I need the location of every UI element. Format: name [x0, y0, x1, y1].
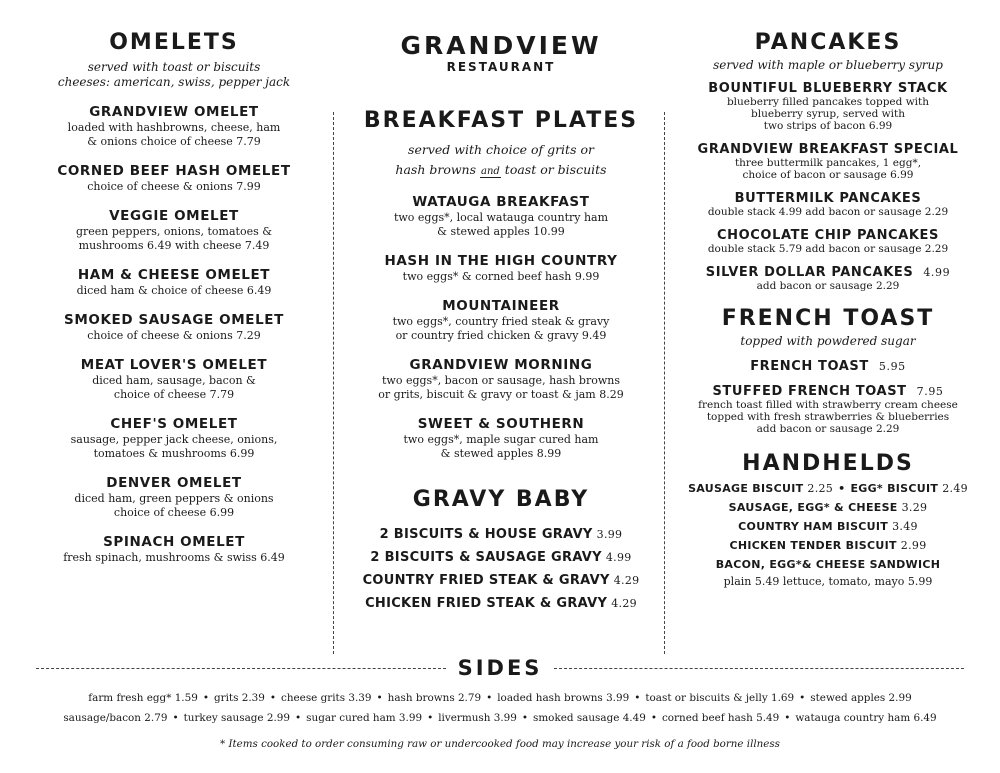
breakfast-subtitle-part: toast or biscuits [504, 162, 607, 177]
omelet-item-name [18, 208, 330, 225]
handheld-item-price: 2.49 [942, 482, 968, 495]
column-divider-left [333, 112, 334, 654]
column-divider-right [664, 112, 665, 654]
gravy-item-price: 4.99 [605, 551, 632, 564]
french-toast-item-name [672, 384, 984, 399]
breakfast-item-desc: two eggs*, country fried steak & gravy [392, 315, 610, 328]
breakfast-item-name [340, 357, 662, 374]
omelets-section [18, 30, 330, 565]
handheld-separator: • [838, 482, 846, 495]
handheld-item-name: COUNTRY HAM BISCUIT [738, 520, 889, 533]
sides-bullet: • [521, 712, 528, 724]
french-toast-item-name [672, 359, 984, 374]
gravy-item [340, 569, 662, 592]
omelet-item-name-text: VEGGIE OMELET [109, 208, 239, 224]
french-toast-item [672, 384, 984, 435]
sides-bullet: • [799, 692, 806, 704]
omelet-item-desc: diced ham, sausage, bacon & [92, 374, 256, 387]
gravy-item-price: 4.29 [613, 574, 640, 587]
breakfast-item-desc: two eggs*, local watauga country ham [393, 211, 609, 224]
pancake-item-name-text: GRANDVIEW BREAKFAST SPECIAL [697, 142, 959, 157]
breakfast-item-desc: & stewed apples 10.99 [437, 225, 565, 238]
omelet-item [18, 416, 330, 461]
side-item: grits 2.39 [213, 692, 265, 704]
breakfast-section [340, 108, 662, 461]
side-item: hash browns 2.79 [387, 692, 482, 704]
gravy-section [340, 487, 662, 615]
middle-column [340, 30, 662, 615]
sides-bullet: • [172, 712, 179, 724]
gravy-item-name: COUNTRY FRIED STEAK & GRAVY [362, 573, 610, 588]
breakfast-list [340, 194, 662, 461]
gravy-item [340, 592, 662, 615]
handheld-item-price: 3.49 [892, 520, 918, 533]
pancake-item-desc: choice of bacon or sausage 6.99 [742, 169, 914, 181]
handheld-row [672, 517, 984, 536]
omelets-cheeses: cheeses: american, swiss, pepper jack [57, 75, 291, 89]
french-toast-item-desc: french toast filled with strawberry cream cheese [698, 399, 958, 411]
handheld-item-price: 3.29 [901, 501, 928, 514]
side-item: watauga country ham 6.49 [795, 712, 937, 724]
gravy-title: GRAVY BABY [412, 487, 590, 512]
breakfast-item-desc: & stewed apples 8.99 [440, 447, 562, 460]
pancake-item-name [672, 142, 984, 157]
omelet-item-name-text: CORNED BEEF HASH OMELET [57, 163, 291, 179]
french-toast-section [672, 306, 984, 435]
omelet-item-name [18, 357, 330, 374]
omelet-item-name-text: MEAT LOVER'S OMELET [80, 357, 268, 373]
pancake-item-name [672, 228, 984, 243]
right-column [672, 30, 984, 589]
pancakes-list [672, 81, 984, 292]
french-toast-item-desc: topped with fresh strawberries & blueberries [706, 411, 950, 423]
pancake-item [672, 142, 984, 181]
omelet-item [18, 312, 330, 343]
pancake-item-name-text: BUTTERMILK PANCAKES [734, 191, 922, 206]
omelet-item-desc: fresh spinach, mushrooms & swiss 6.49 [63, 551, 285, 564]
pancake-item-desc: blueberry filled pancakes topped with [726, 96, 930, 108]
side-item: corned beef hash 5.49 [661, 712, 780, 724]
breakfast-item [340, 298, 662, 343]
breakfast-item-name-text: GRANDVIEW MORNING [409, 357, 593, 373]
handheld-row [672, 555, 984, 574]
pancake-item-name [672, 81, 984, 96]
sides-bullet: • [269, 692, 277, 704]
omelet-item [18, 163, 330, 194]
sides-bullet: • [202, 692, 209, 704]
omelet-item-name-text: GRANDVIEW OMELET [89, 104, 259, 120]
side-item: toast or biscuits & jelly 1.69 [645, 692, 795, 704]
breakfast-item-desc: two eggs*, bacon or sausage, hash browns [382, 374, 620, 387]
breakfast-item-desc: two eggs* & corned beef hash 9.99 [402, 270, 600, 283]
omelet-item-desc: loaded with hashbrowns, cheese, ham [67, 121, 281, 134]
side-item: cheese grits 3.39 [281, 692, 372, 704]
breakfast-item [340, 357, 662, 402]
omelet-item [18, 267, 330, 298]
french-toast-item [672, 359, 984, 374]
sides-bullet: • [295, 712, 302, 724]
breakfast-item-desc: two eggs*, maple sugar cured ham [403, 433, 599, 446]
footnote: * Items cooked to order consuming raw or undercooked food may increase your risk of a food borne illness [220, 738, 780, 750]
gravy-list [340, 523, 662, 615]
breakfast-item-name [340, 416, 662, 433]
pancake-item-desc: double stack 4.99 add bacon or sausage 2.29 [707, 206, 949, 218]
handheld-item-price: 2.99 [900, 539, 927, 552]
side-item: loaded hash browns 3.99 [497, 692, 630, 704]
side-item: sugar cured ham 3.99 [306, 712, 423, 724]
handhelds-section [672, 451, 984, 589]
gravy-item-price: 4.29 [611, 597, 637, 610]
breakfast-item-name [340, 253, 662, 270]
breakfast-title: BREAKFAST PLATES [363, 108, 639, 133]
omelet-item-desc: & onions choice of cheese 7.79 [87, 135, 261, 148]
handheld-item-price: 2.25 [807, 482, 834, 495]
omelets-subtitle: served with toast or biscuits [87, 60, 261, 74]
pancake-item [672, 265, 984, 292]
sides-title: SIDES [457, 656, 543, 680]
breakfast-item-name-text: SWEET & SOUTHERN [417, 416, 585, 432]
sides-bullet: • [634, 692, 641, 704]
omelet-item-name-text: SMOKED SAUSAGE OMELET [64, 312, 284, 328]
omelet-item-desc: green peppers, onions, tomatoes & [75, 225, 273, 238]
omelet-item [18, 104, 330, 149]
and-mark: and [481, 166, 500, 177]
pancake-item-name [672, 265, 984, 280]
pancake-item-name-text: BOUNTIFUL BLUEBERRY STACK [708, 81, 948, 96]
omelet-item-desc: choice of cheese & onions 7.99 [87, 180, 261, 193]
handheld-item-name: SAUSAGE BISCUIT [688, 482, 804, 495]
sandwich-options: plain 5.49 lettuce, tomato, mayo 5.99 [723, 575, 933, 588]
side-item: livermush 3.99 [438, 712, 517, 724]
pancake-item-name-text: SILVER DOLLAR PANCAKES [705, 265, 914, 280]
omelet-item-name-text: SPINACH OMELET [103, 534, 245, 550]
side-item: smoked sausage 4.49 [533, 712, 646, 724]
french-toast-title: FRENCH TOAST [721, 306, 935, 331]
sides-bullet: • [486, 692, 493, 704]
omelet-item [18, 357, 330, 402]
french-toast-list [672, 359, 984, 435]
omelet-item [18, 475, 330, 520]
sides-row-1 [20, 692, 980, 704]
french-toast-item-name-text: FRENCH TOAST [750, 359, 869, 374]
omelet-item-name [18, 163, 330, 180]
handhelds-list [672, 479, 984, 574]
side-item: turkey sausage 2.99 [183, 712, 291, 724]
omelet-item-name [18, 534, 330, 551]
french-toast-subtitle: topped with powdered sugar [740, 334, 916, 348]
omelets-title: OMELETS [109, 30, 239, 55]
french-toast-item-price: 7.95 [916, 385, 944, 398]
pancake-item [672, 81, 984, 132]
handheld-row [672, 479, 984, 498]
omelet-item-name [18, 267, 330, 284]
side-item: sausage/bacon 2.79 [63, 712, 168, 724]
sides-bullet: • [376, 692, 383, 704]
gravy-item [340, 546, 662, 569]
sides-rule-right [554, 668, 964, 669]
pancakes-subtitle: served with maple or blueberry syrup [713, 58, 943, 72]
omelet-item-desc: choice of cheese 6.99 [113, 506, 235, 519]
omelets-list [18, 104, 330, 565]
pancake-item-desc: two strips of bacon 6.99 [763, 120, 893, 132]
pancake-item [672, 191, 984, 218]
omelet-item-name-text: DENVER OMELET [106, 475, 242, 491]
gravy-item [340, 523, 662, 546]
pancake-item-desc: double stack 5.79 add bacon or sausage 2.29 [707, 243, 949, 255]
sides-bullet: • [650, 712, 657, 724]
omelet-item-name [18, 312, 330, 329]
handheld-item-name: SAUSAGE, EGG* & CHEESE [728, 501, 898, 514]
breakfast-subtitle-line2 [340, 160, 662, 182]
omelet-item-name [18, 475, 330, 492]
breakfast-item-desc: or country fried chicken & gravy 9.49 [395, 329, 607, 342]
omelet-item-name [18, 104, 330, 121]
omelet-item-name [18, 416, 330, 433]
pancake-item-desc: blueberry syrup, served with [751, 108, 905, 120]
gravy-item-price: 3.99 [596, 528, 623, 541]
omelet-item [18, 208, 330, 253]
pancake-item-name [672, 191, 984, 206]
sides-header [36, 656, 964, 680]
breakfast-item [340, 416, 662, 461]
breakfast-item-name [340, 298, 662, 315]
pancakes-title: PANCAKES [754, 30, 902, 55]
sides-bullet: • [784, 712, 791, 724]
side-item: farm fresh egg* 1.59 [88, 692, 198, 704]
pancake-item [672, 228, 984, 255]
breakfast-item-name-text: MOUNTAINEER [442, 298, 560, 314]
omelet-item-name-text: CHEF'S OMELET [110, 416, 238, 432]
omelet-item-desc: mushrooms 6.49 with cheese 7.49 [78, 239, 270, 252]
omelet-item-desc: diced ham & choice of cheese 6.49 [76, 284, 272, 297]
handheld-item-name: BACON, EGG*& CHEESE SANDWICH [715, 558, 941, 571]
handheld-item-name: CHICKEN TENDER BISCUIT [729, 539, 897, 552]
handheld-item-name: EGG* BISCUIT [850, 482, 939, 495]
breakfast-item-desc: or grits, biscuit & gravy or toast & jam 8.29 [378, 388, 624, 401]
omelet-item-desc: tomatoes & mushrooms 6.99 [93, 447, 255, 460]
omelet-item [18, 534, 330, 565]
omelet-item-desc: choice of cheese & onions 7.29 [87, 329, 261, 342]
pancake-item-name-text: CHOCOLATE CHIP PANCAKES [717, 228, 939, 243]
pancake-item-desc: add bacon or sausage 2.29 [756, 280, 900, 292]
french-toast-item-desc: add bacon or sausage 2.29 [756, 423, 900, 435]
handheld-row [672, 536, 984, 555]
omelet-item-desc: choice of cheese 7.79 [113, 388, 235, 401]
gravy-item-name: 2 BISCUITS & HOUSE GRAVY [379, 527, 593, 542]
french-toast-item-name-text: STUFFED FRENCH TOAST [712, 384, 907, 399]
omelet-item-desc: diced ham, green peppers & onions [74, 492, 274, 505]
pancakes-section [672, 30, 984, 292]
handhelds-title: HANDHELDS [742, 451, 914, 476]
breakfast-item [340, 253, 662, 284]
sides-row-2 [20, 712, 980, 724]
breakfast-item-name-text: WATAUGA BREAKFAST [412, 194, 590, 210]
restaurant-logo: GRANDVIEW [400, 31, 602, 60]
french-toast-item-price: 5.95 [878, 360, 906, 373]
pancake-item-desc: three buttermilk pancakes, 1 egg*, [734, 157, 922, 169]
breakfast-item-name-text: HASH IN THE HIGH COUNTRY [384, 253, 618, 269]
gravy-item-name: CHICKEN FRIED STEAK & GRAVY [365, 596, 608, 611]
breakfast-item-name [340, 194, 662, 211]
restaurant-logo-sub: RESTAURANT [446, 60, 556, 74]
pancake-item-price: 4.99 [923, 266, 951, 279]
sides-bullet: • [427, 712, 434, 724]
handheld-row [672, 498, 984, 517]
omelet-item-name-text: HAM & CHEESE OMELET [77, 267, 271, 283]
breakfast-subtitle: served with choice of grits or [408, 142, 594, 157]
breakfast-item [340, 194, 662, 239]
omelet-item-desc: sausage, pepper jack cheese, onions, [70, 433, 278, 446]
gravy-item-name: 2 BISCUITS & SAUSAGE GRAVY [370, 550, 602, 565]
side-item: stewed apples 2.99 [810, 692, 912, 704]
breakfast-subtitle-part: hash browns [395, 162, 477, 177]
